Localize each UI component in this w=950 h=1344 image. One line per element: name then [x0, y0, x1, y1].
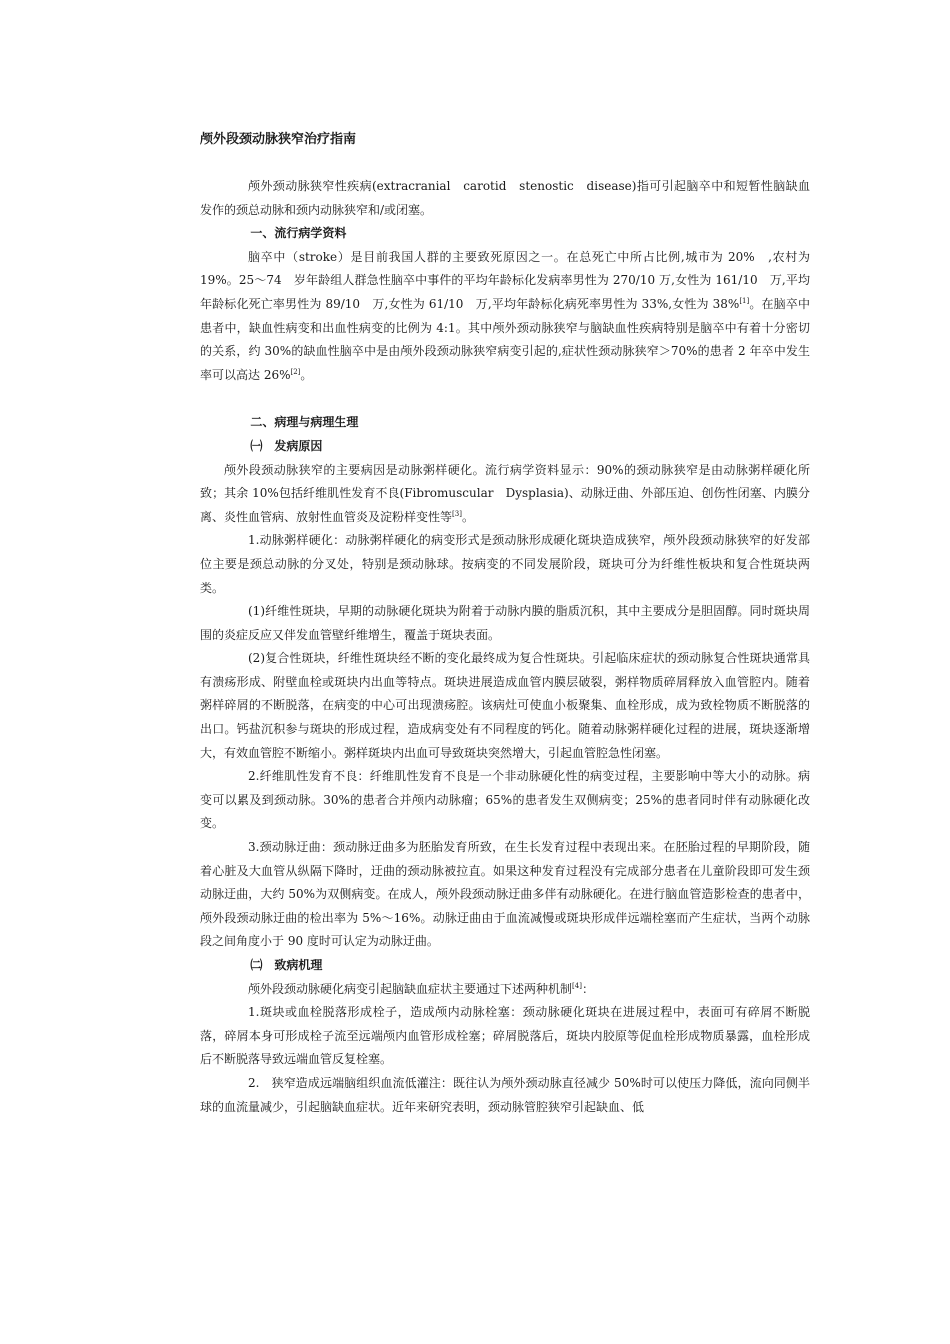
- citation-4: [4]: [572, 981, 582, 990]
- cause-text-a: 颅外段颈动脉狭窄的主要病因是动脉粥样硬化。流行病学资料显示：90%的颈动脉狭窄是由动脉粥样硬化所致；其余 10%包括纤维肌性发育不良(Fibromuscular Dysplasia)、动脉迂曲、外部压迫、创伤性闭塞、内膜分离、炎性血管病、放射性血管炎及淀粉样变性等: [200, 462, 810, 524]
- cause-text-b: 。: [461, 509, 474, 524]
- epidemiology-text-b: 。在脑卒中患者中，缺血性病变和出血性病变的比例为 4:1。其中颅外颈动脉狭窄与脑缺血性疾病特别是脑卒中有着十分密切的关系，约 30%的缺血性脑卒中是由颅外段颈动脉狭窄病变引起的,症状性颈动脉狭窄＞70%的患者 2 年卒中发生率可以高达 26%: [200, 296, 810, 382]
- atherosclerosis-paragraph: 1.动脉粥样硬化：动脉粥样硬化的病变形式是颈动脉形成硬化斑块造成狭窄，颅外段颈动脉狭窄的好发部位主要是颈总动脉的分叉处，特别是颈动脉球。按病变的不同发展阶段，斑块可分为纤维性板块和复合性斑块两类。: [200, 533, 810, 595]
- citation-3: [3]: [452, 509, 462, 518]
- fibrous-plaque-paragraph: (1)纤维性斑块，早期的动脉硬化斑块为附着于动脉内膜的脂质沉积，其中主要成分是胆固醇。同时斑块周围的炎症反应又伴发血管壁纤维增生，覆盖于斑块表面。: [200, 604, 810, 642]
- citation-2: [2]: [290, 367, 301, 376]
- intro-paragraph: 颅外颈动脉狭窄性疾病(extracranial carotid stenostic disease)指可引起脑卒中和短暂性脑缺血发作的颈总动脉和颈内动脉狭窄和/或闭塞。: [200, 179, 810, 217]
- section-gap: [200, 387, 810, 411]
- epidemiology-text-c: 。: [300, 367, 313, 382]
- section-2-heading: 二、病理与病理生理: [250, 415, 359, 430]
- subsection-mechanism-heading: ㈡ 致病机理: [250, 958, 323, 972]
- fibromuscular-paragraph: 2.纤维肌性发育不良：纤维肌性发育不良是一个非动脉硬化性的病变过程，主要影响中等大小的动脉。病变可以累及到颈动脉。30%的患者合并颅内动脉瘤；65%的患者发生双侧病变；25%的患者同时伴有动脉硬化改变。: [200, 769, 810, 831]
- complex-plaque-paragraph: (2)复合性斑块，纤维性斑块经不断的变化最终成为复合性斑块。引起临床症状的颈动脉复合性斑块通常具有溃疡形成、附壁血栓或斑块内出血等特点。斑块进展造成血管内膜层破裂，粥样物质碎屑释放入血管腔内。随着粥样碎屑的不断脱落，在病变的中心可出现溃疡腔。该病灶可使血小板聚集、血栓形成，成为致栓物质不断脱落的出口。钙盐沉积参与斑块的形成过程，造成病变处有不同程度的钙化。随着动脉粥样硬化过程的进展，斑块逐渐增大，有效血管腔不断缩小。粥样斑块内出血可导致斑块突然增大，引起血管腔急性闭塞。: [200, 651, 810, 760]
- document-title: 颅外段颈动脉狭窄治疗指南: [200, 132, 357, 147]
- citation-1: [1]: [739, 296, 750, 305]
- tortuosity-paragraph: 3.颈动脉迂曲：颈动脉迂曲多为胚胎发育所致，在生长发育过程中表现出来。在胚胎过程的早期阶段，随着心脏及大血管从纵隔下降时，迂曲的颈动脉被拉直。如果这种发育过程没有完成部分患者在儿童阶段即可发生颈动脉迂曲，大约 50%为双侧病变。在成人，颅外段颈动脉迂曲多伴有动脉硬化。在进行脑血管造影检查的患者中，颅外段颈动脉迂曲的检出率为 5%～16%。动脉迂曲由于血流减慢或斑块形成伴远端栓塞而产生症状，当两个动脉段之间角度小于 90 度时可认定为动脉迂曲。: [200, 840, 810, 949]
- mechanism-intro-paragraph: [200, 978, 810, 1002]
- subsection-cause-heading: ㈠ 发病原因: [250, 438, 323, 453]
- document-body: [200, 120, 810, 1119]
- mechanism-text-a: 颅外段颈动脉硬化病变引起脑缺血症状主要通过下述两种机制: [248, 981, 573, 996]
- embolism-paragraph: 1.斑块或血栓脱落形成栓子，造成颅内动脉栓塞：颈动脉硬化斑块在进展过程中，表面可有碎屑不断脱落，碎屑本身可形成栓子流至远端颅内血管形成栓塞；碎屑脱落后，斑块内胶原等促血栓形成物质暴露，血栓形成后不断脱落导致远端血管反复栓塞。: [200, 1005, 810, 1067]
- mechanism-text-b: ：: [581, 981, 594, 996]
- cause-paragraph: [200, 459, 810, 530]
- epidemiology-text-a: 脑卒中（stroke）是目前我国人群的主要致死原因之一。在总死亡中所占比例,城市为 20% ,农村为 19%。25～74 岁年龄组人群急性脑卒中事件的平均年龄标化发病率男性为 270/10 万,女性为 161/10 万,平均年龄标化死亡率男性为 89/10 万,女性为 61/10 万,平均年龄标化病死率男性为 33%,女性为 38%: [200, 249, 810, 311]
- hypoperfusion-paragraph: 2. 狭窄造成远端脑组织血流低灌注：既往认为颅外颈动脉直径减少 50%时可以使压力降低，流向同侧半球的血流量减少，引起脑缺血症状。近年来研究表明，颈动脉管腔狭窄引起缺血、低: [200, 1075, 810, 1114]
- epidemiology-paragraph: [200, 246, 810, 388]
- section-1-heading: 一、流行病学资料: [250, 226, 347, 241]
